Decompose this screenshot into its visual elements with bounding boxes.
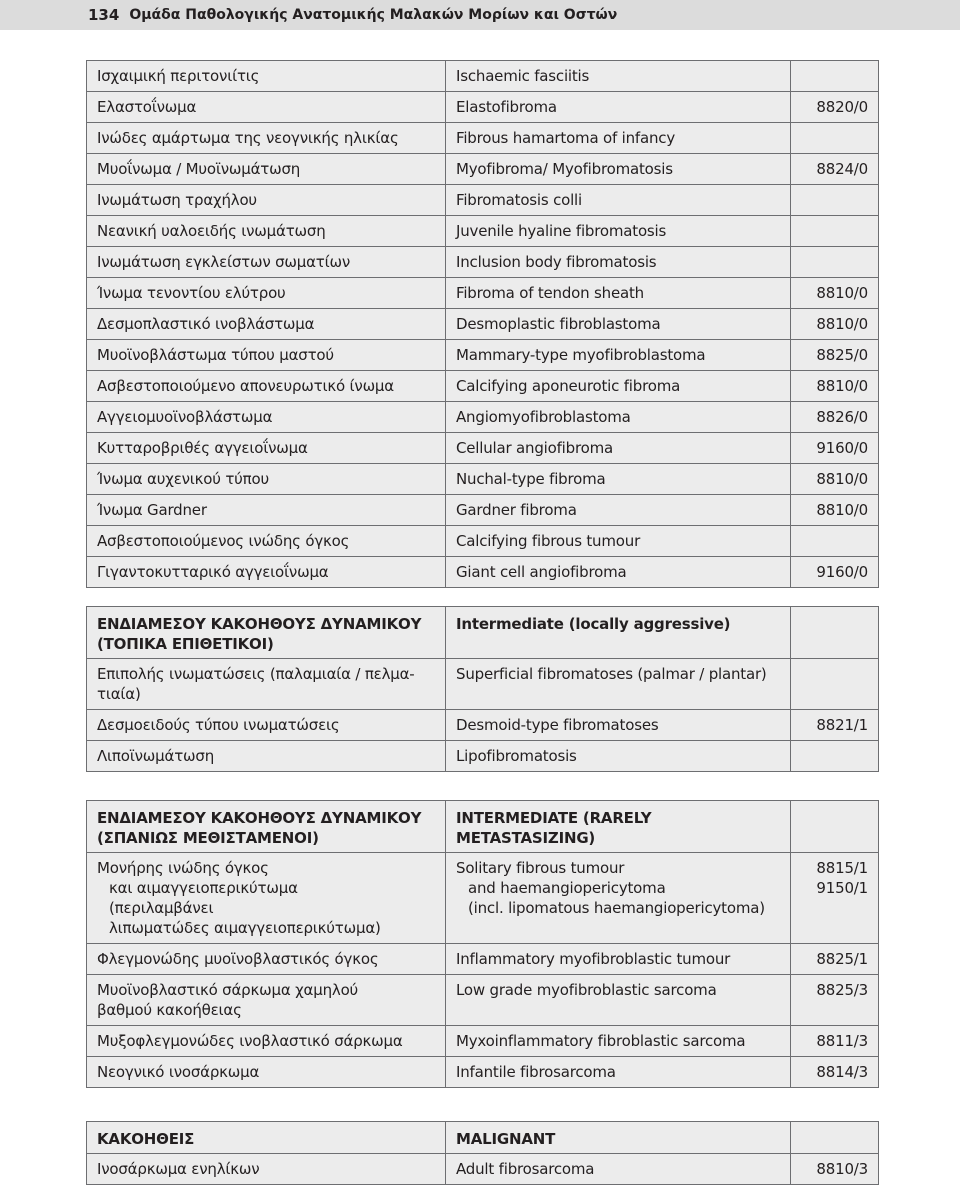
table-row [87,853,879,944]
greek-term [87,1154,446,1185]
section-heading-row [87,1122,879,1154]
english-term: Elastofibroma [446,92,791,123]
cell-line: 8811/3 [816,1032,868,1050]
section-heading-code [791,1122,879,1154]
table-row [87,92,879,123]
english-term: Calcifying aponeurotic fibroma [446,371,791,402]
cell-line: τιαία) [97,685,141,703]
table-row [87,402,879,433]
table-body [87,607,879,772]
icd-o-code: 9160/0 [791,433,879,464]
english-term: Inclusion body fibromatosis [446,247,791,278]
english-term: Fibromatosis colli [446,185,791,216]
cell-line: Superficial fibromatoses (palmar / plantar) [456,665,767,683]
cell-line: MALIGNANT [456,1130,556,1148]
table-row [87,247,879,278]
cell-line: Myxoinflammatory fibroblastic sarcoma [456,1032,746,1050]
table-row [87,433,879,464]
greek-term: Ίνωμα Gardner [87,495,446,526]
table-body [87,801,879,1088]
table-row [87,61,879,92]
table-row [87,710,879,741]
cell-line: Μυξοφλεγμονώδες ινοβλαστικό σάρκωμα [97,1032,403,1050]
icd-o-code: 8810/0 [791,309,879,340]
section-heading-english [446,607,791,659]
section-heading-code [791,607,879,659]
icd-o-code [791,526,879,557]
cell-line: Ινοσάρκωμα ενηλίκων [97,1160,260,1178]
cell-line: Adult fibrosarcoma [456,1160,595,1178]
english-term: Gardner fibroma [446,495,791,526]
cell-line: (περιλαμβάνει [109,899,214,917]
cell-line: Μονήρης ινώδης όγκος [97,859,269,877]
icd-o-code [791,61,879,92]
page-header [0,0,960,30]
table-row [87,1026,879,1057]
greek-term: Ίνωμα τενοντίου ελύτρου [87,278,446,309]
cell-line: and haemangiopericytoma [468,879,666,897]
table-row [87,1154,879,1185]
greek-term: Μυοϊνοβλάστωμα τύπου μαστού [87,340,446,371]
cell-line: Infantile fibrosarcoma [456,1063,616,1081]
table-row [87,975,879,1026]
greek-term: Ασβεστοποιούμενος ινώδης όγκος [87,526,446,557]
greek-term: Κυτταροβριθές αγγειοΐνωμα [87,433,446,464]
cell-line: Επιπολής ινωματώσεις (παλαμιαία / πελμα- [97,665,415,683]
english-term: Fibrous hamartoma of infancy [446,123,791,154]
english-term: Giant cell angiofibroma [446,557,791,588]
icd-o-code: 9160/0 [791,557,879,588]
greek-term: Ινωμάτωση τραχήλου [87,185,446,216]
table-row [87,464,879,495]
english-term: Calcifying fibrous tumour [446,526,791,557]
english-term: Cellular angiofibroma [446,433,791,464]
cell-line: λιπωματώδες αιμαγγειοπερικύτωμα) [109,919,381,937]
english-term: Desmoplastic fibroblastoma [446,309,791,340]
greek-term: Δεσμοπλαστικό ινοβλάστωμα [87,309,446,340]
table-row [87,154,879,185]
cell-line: Inflammatory myofibroblastic tumour [456,950,731,968]
greek-term [87,975,446,1026]
greek-term: Ασβεστοποιούμενο απονευρωτικό ίνωμα [87,371,446,402]
english-term [446,1057,791,1088]
icd-o-code [791,975,879,1026]
table-intermediate-rarely-metastasizing [86,800,879,1088]
english-term [446,741,791,772]
english-term [446,975,791,1026]
greek-term [87,1057,446,1088]
cell-line: Λιποϊνωμάτωση [97,747,214,765]
cell-line: ΚΑΚΟΗΘΕΙΣ [97,1130,195,1148]
table-row [87,216,879,247]
icd-o-code [791,247,879,278]
cell-line: Μυοϊνοβλαστικό σάρκωμα χαμηλού [97,981,359,999]
english-term [446,710,791,741]
table-body [87,61,879,588]
cell-line: INTERMEDIATE (RARELY [456,809,652,827]
cell-line: 8814/3 [816,1063,868,1081]
english-term [446,1154,791,1185]
greek-term: Ελαστοΐνωμα [87,92,446,123]
greek-term: Ισχαιμική περιτονιίτις [87,61,446,92]
greek-term: Γιγαντοκυτταρικό αγγειοΐνωμα [87,557,446,588]
cell-line: Desmoid-type fibromatoses [456,716,659,734]
table-row [87,659,879,710]
cell-line: ΕΝΔΙΑΜΕΣΟΥ ΚΑΚΟΗΘΟΥΣ ΔΥΝΑΜΙΚΟΥ [97,809,422,827]
section-heading-row [87,607,879,659]
icd-o-code [791,853,879,944]
table-intermediate-locally-aggressive [86,606,879,772]
greek-term [87,659,446,710]
icd-o-code: 8810/0 [791,495,879,526]
table-row [87,123,879,154]
english-term [446,853,791,944]
table-row [87,495,879,526]
english-term [446,1026,791,1057]
greek-term [87,944,446,975]
icd-o-code [791,659,879,710]
greek-term: Ινωμάτωση εγκλείστων σωματίων [87,247,446,278]
english-term: Juvenile hyaline fibromatosis [446,216,791,247]
table-row [87,309,879,340]
greek-term [87,1026,446,1057]
icd-o-code: 8810/0 [791,278,879,309]
table-row [87,340,879,371]
cell-line: 8825/1 [816,950,868,968]
icd-o-code [791,123,879,154]
greek-term: Μυοΐνωμα / Μυοϊνωμάτωση [87,154,446,185]
greek-term: Αγγειομυοϊνοβλάστωμα [87,402,446,433]
cell-line: και αιμαγγειοπερικύτωμα [109,879,298,897]
table-row [87,1057,879,1088]
cell-line: Solitary fibrous tumour [456,859,625,877]
icd-o-code [791,710,879,741]
section-heading-english [446,1122,791,1154]
cell-line: 8815/1 [816,859,868,877]
icd-o-code [791,216,879,247]
running-title: Ομάδα Παθολογικής Ανατομικής Μαλακών Μορίων και Οστών [129,7,618,23]
section-heading-greek [87,607,446,659]
greek-term [87,710,446,741]
cell-line: (ΤΟΠΙΚΑ ΕΠΙΘΕΤΙΚΟΙ) [97,635,274,653]
english-term: Angiomyofibroblastoma [446,402,791,433]
icd-o-code [791,1057,879,1088]
section-heading-greek [87,1122,446,1154]
english-term: Ischaemic fasciitis [446,61,791,92]
cell-line: (ΣΠΑΝΙΩΣ ΜΕΘΙΣΤΑΜΕΝΟΙ) [97,829,319,847]
table-row [87,278,879,309]
english-term [446,659,791,710]
cell-line: βαθμού κακοήθειας [97,1001,242,1019]
greek-term [87,741,446,772]
cell-line: Νεογνικό ινοσάρκωμα [97,1063,260,1081]
cell-line: Δεσμοειδούς τύπου ινωματώσεις [97,716,340,734]
english-term: Fibroma of tendon sheath [446,278,791,309]
table-row [87,185,879,216]
icd-o-code [791,1026,879,1057]
table-row [87,371,879,402]
table-malignant [86,1121,879,1185]
english-term [446,944,791,975]
section-heading-greek [87,801,446,853]
greek-term: Ινώδες αμάρτωμα της νεογνικής ηλικίας [87,123,446,154]
icd-o-code: 8824/0 [791,154,879,185]
page-number: 134 [88,6,120,24]
icd-o-code [791,741,879,772]
icd-o-code: 8826/0 [791,402,879,433]
table-row [87,557,879,588]
english-term: Nuchal-type fibroma [446,464,791,495]
cell-line: Intermediate (locally aggressive) [456,615,731,633]
english-term: Mammary-type myofibroblastoma [446,340,791,371]
icd-o-code: 8810/0 [791,371,879,402]
icd-o-code [791,1154,879,1185]
cell-line: 9150/1 [816,879,868,897]
table-benign [86,60,879,588]
english-term: Myofibroma/ Myofibromatosis [446,154,791,185]
section-heading-row [87,801,879,853]
icd-o-code [791,185,879,216]
cell-line: Lipofibromatosis [456,747,577,765]
icd-o-code: 8825/0 [791,340,879,371]
cell-line: 8825/3 [816,981,868,999]
table-row [87,526,879,557]
greek-term [87,853,446,944]
cell-line: 8821/1 [816,716,868,734]
icd-o-code: 8810/0 [791,464,879,495]
section-heading-code [791,801,879,853]
table-row [87,741,879,772]
greek-term: Ίνωμα αυχενικού τύπου [87,464,446,495]
icd-o-code [791,944,879,975]
table-row [87,944,879,975]
cell-line: Low grade myofibroblastic sarcoma [456,981,717,999]
section-heading-english [446,801,791,853]
table-body [87,1122,879,1185]
cell-line: (incl. lipomatous haemangiopericytoma) [468,899,765,917]
cell-line: ΕΝΔΙΑΜΕΣΟΥ ΚΑΚΟΗΘΟΥΣ ΔΥΝΑΜΙΚΟΥ [97,615,422,633]
cell-line: Φλεγμονώδης μυοϊνοβλαστικός όγκος [97,950,379,968]
icd-o-code: 8820/0 [791,92,879,123]
cell-line: 8810/3 [816,1160,868,1178]
greek-term: Νεανική υαλοειδής ινωμάτωση [87,216,446,247]
cell-line: METASTASIZING) [456,829,596,847]
